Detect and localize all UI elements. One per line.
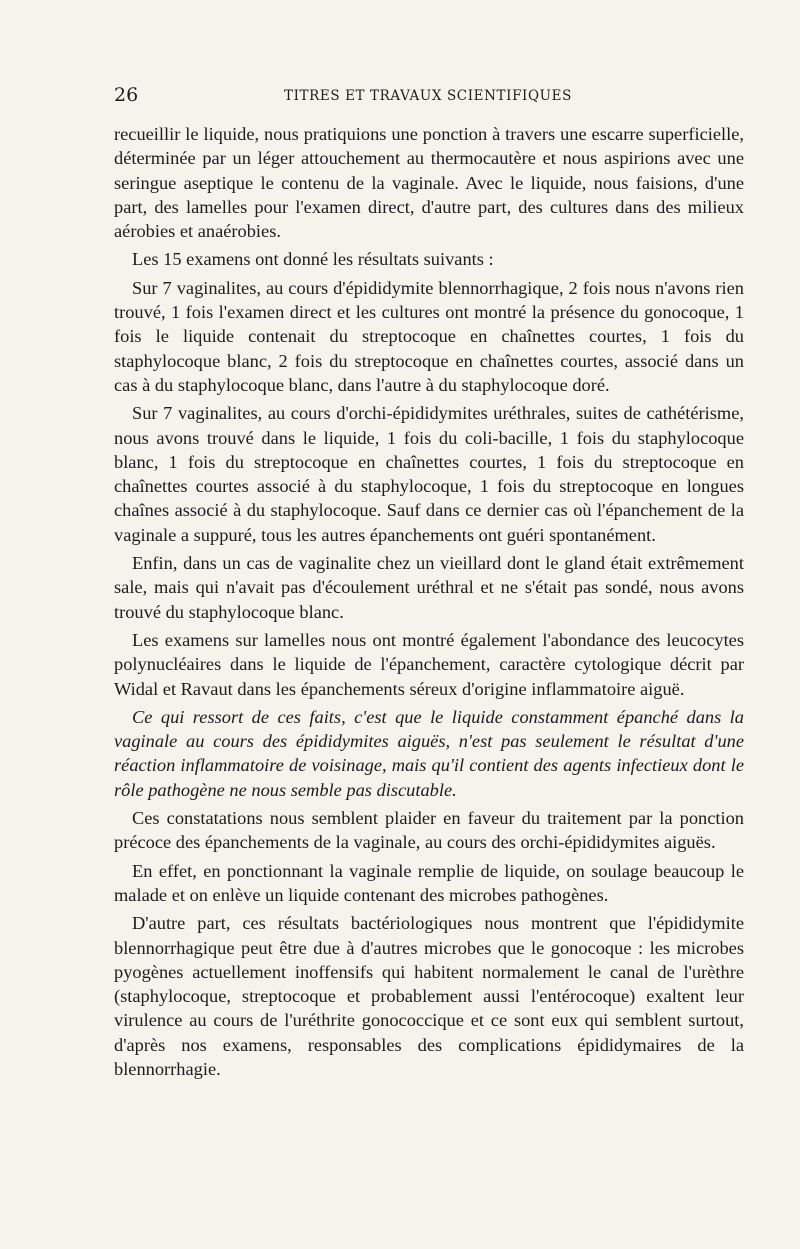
paragraph-treatment: Ces constatations nous semblent plaider en faveur du traitement par la ponction précoce des épanchements de la vaginale, au cours des orchi-épididymites aiguës. [114, 808, 744, 853]
running-head [114, 84, 734, 110]
page-number: 26 [114, 84, 139, 106]
paragraph-results-intro: Les 15 examens ont donné les résultats suivants : [132, 249, 494, 270]
paragraph-urethral-cases: Sur 7 vaginalites, au cours d'orchi-épididymites uréthrales, suites de cathétérisme, nous avons trouvé dans le liquide, 1 fois du coli-bacille, 1 fois du staphylocoque blanc, 1 fois du streptocoque en chaînettes courtes, 1 fois du streptocoque en chaînettes courtes associé à du staphylocoque, 1 fois du streptocoque en longues chaînes associé à du staphylocoque. Sauf dans ce dernier cas où l'épanchement de la vaginale a suppuré, tous les autres épanchements ont guéri spontanément. [114, 403, 744, 545]
paragraph-elderly-case: Enfin, dans un cas de vaginalite chez un vieillard dont le gland était extrêmement sale, mais qui n'avait pas d'écoulement uréthral et ne s'était pas sondé, nous avons trouvé du staphylocoque blanc. [114, 553, 744, 622]
paragraph-lamella-exams: Les examens sur lamelles nous ont montré également l'abondance des leucocytes polynucléaires dans le liquide de l'épanchement, caractère cytologique décrit par Widal et Ravaut dans les épanchements séreux d'origine inflammatoire aiguë. [114, 629, 744, 699]
paragraph-sampling-method: recueillir le liquide, nous pratiquions une ponction à travers une escarre superficielle, déterminée par un léger attouchement au thermocautère et nous aspirions avec une seringue aseptique le contenu de la vaginale. Avec le liquide, nous faisions, d'une part, des lamelles pour l'examen direct, d'autre part, des cultures dans des milieux aérobies et anaérobies. [114, 124, 744, 242]
body-text [114, 122, 744, 1085]
paragraph-effect: En effet, en ponctionnant la vaginale remplie de liquide, on soulage beaucoup le malade et on enlève un liquide contenant des microbes pathogènes. [114, 860, 744, 905]
paragraph-bacteriology: D'autre part, ces résultats bactériologiques nous montrent que l'épididymite blennorrhagique peut être due à d'autres microbes que le gonocoque : les microbes pyogènes actuellement inoffensifs qui habitent normalement le canal de l'urèthre (staphylocoque, streptocoque et probablement aussi l'entérocoque) exaltent leur virulence au cours de l'uréthrite gonococcique et ce sont eux qui semblent surtout, d'après nos examens, responsables des complications épididymaires de la blennorrhagie. [114, 913, 744, 1079]
paragraph-blennorrhagic-cases: Sur 7 vaginalites, au cours d'épididymite blennorrhagique, 2 fois nous n'avons rien trouvé, 1 fois l'examen direct et les cultures ont montré la présence du gonocoque, 1 fois le liquide contenait du streptocoque en chaînettes courtes, 1 fois du staphylocoque blanc, 2 fois du streptocoque en chaînettes courtes, associé dans un cas à du staphylocoque blanc, dans l'autre à du staphylocoque doré. [114, 277, 744, 395]
running-title: TITRES ET TRAVAUX SCIENTIFIQUES [284, 88, 572, 104]
paragraph-conclusion: Ce qui ressort de ces faits, c'est que le liquide constamment épanché dans la vaginale au cours des épididymites aiguës, n'est pas seulement le résultat d'une réaction inflammatoire de voisinage, mais qu'il contient des agents infectieux dont le rôle pathogène ne nous semble pas discutable. [114, 706, 744, 800]
